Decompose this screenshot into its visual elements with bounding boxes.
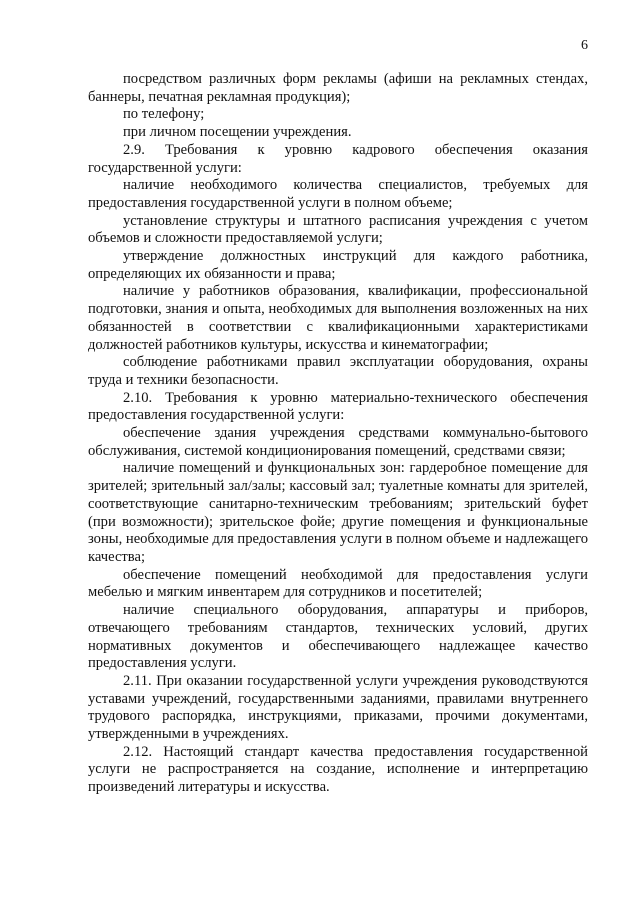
document-body [88, 71, 588, 797]
paragraph-safety-rules: соблюдение работниками правил эксплуатации оборудования, охраны труда и техники безопасности. [88, 354, 588, 388]
section-2-10-heading: 2.10. Требования к уровню материально-технического обеспечения предоставления государственной услуги: [88, 389, 588, 424]
paragraph-advertising: посредством различных форм рекламы (афиши на рекламных стендах, баннеры, печатная рекламная продукция); [88, 71, 588, 105]
paragraph-furniture: обеспечение помещений необходимой для предоставления услуги мебелью и мягким инвентарем для сотрудников и посетителей; [88, 566, 588, 601]
paragraph-job-instructions: утверждение должностных инструкций для каждого работника, определяющих их обязанности и права; [88, 248, 588, 282]
section-2-9-heading: 2.9. Требования к уровню кадрового обеспечения оказания государственной услуги: [88, 141, 588, 176]
section-2-12-paragraph: 2.12. Настоящий стандарт качества предоставления государственной услуги не распространяется на создание, исполнение и интерпретацию произведений литературы и искусства. [88, 743, 588, 796]
paragraph-structure-staffing: установление структуры и штатного расписания учреждения с учетом объемов и сложности предоставляемой услуги; [88, 212, 588, 247]
paragraph-by-phone: по телефону; [123, 106, 205, 123]
paragraph-personal-visit: при личном посещении учреждения. [123, 124, 352, 141]
paragraph-qualifications: наличие у работников образования, квалификации, профессиональной подготовки, знания и опыта, необходимых для выполнения возложенных на них обязанностей в соответствии с квалификационными характеристиками должностей работников культуры, искусства и кинематографии; [88, 283, 588, 353]
paragraph-premises-zones: наличие помещений и функциональных зон: гардеробное помещение для зрителей; зрительный зал/залы; кассовый зал; туалетные комнаты для зрителей, соответствующие санитарно-техническим требованиям; зрительский буфет (при возможности); зрительское фойе; другие помещения и функциональные зоны, необходимые для предоставления услуги в полном объеме и надлежащего качества; [88, 460, 588, 565]
paragraph-equipment: наличие специального оборудования, аппаратуры и приборов, отвечающего требованиям стандартов, технических условий, других нормативных документов и обеспечивающего надлежащее качество предоставления услуги. [88, 602, 588, 672]
paragraph-staff-count: наличие необходимого количества специалистов, требуемых для предоставления государственной услуги в полном объеме; [88, 177, 588, 211]
paragraph-building-utilities: обеспечение здания учреждения средствами коммунально-бытового обслуживания, системой кондиционирования помещений, средствами связи; [88, 425, 588, 459]
section-2-11-paragraph: 2.11. При оказании государственной услуги учреждения руководствуются уставами учреждений, государственными заданиями, правилами внутреннего трудового распорядка, инструкциями, приказами, прочими документами, утвержденными в учреждениях. [88, 672, 588, 743]
page-number: 6 [581, 38, 588, 53]
